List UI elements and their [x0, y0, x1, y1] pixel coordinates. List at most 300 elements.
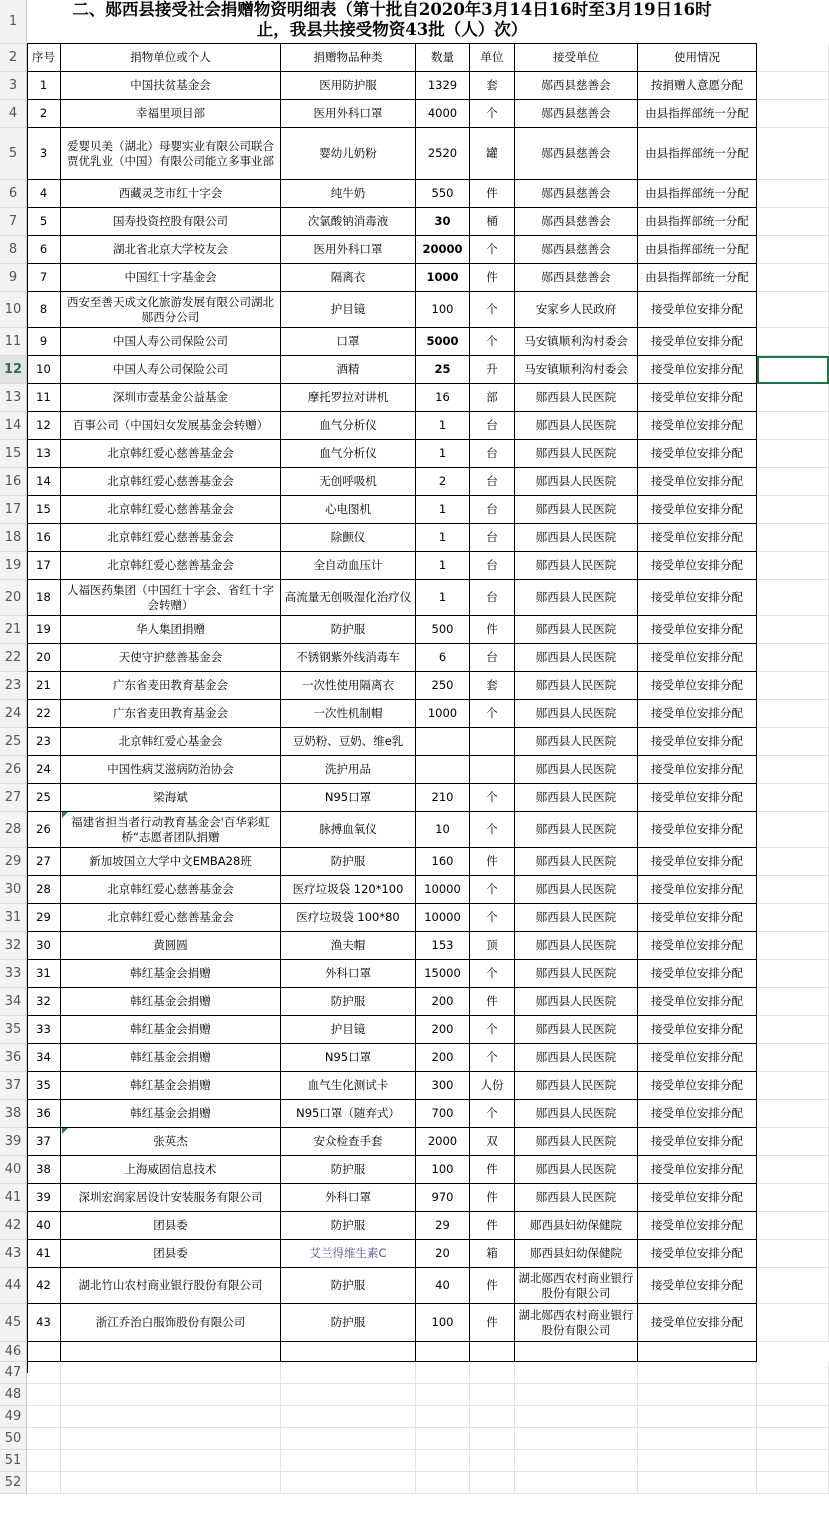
table-cell[interactable]: 次氯酸钠消毒液 [281, 208, 416, 236]
table-cell[interactable]: 中国扶贫基金会 [61, 72, 281, 100]
table-cell[interactable]: 防护服 [281, 616, 416, 644]
empty-cell[interactable] [757, 1428, 829, 1450]
empty-cell[interactable] [757, 1384, 829, 1406]
empty-cell[interactable] [757, 128, 829, 180]
table-cell[interactable]: 纯牛奶 [281, 180, 416, 208]
table-cell[interactable]: 22 [27, 700, 61, 728]
table-cell[interactable]: 36 [27, 1100, 61, 1128]
table-cell[interactable]: 马安镇顺利沟村委会 [515, 356, 638, 384]
table-cell[interactable]: 7 [27, 264, 61, 292]
row-number[interactable]: 15 [0, 440, 27, 468]
table-cell[interactable]: 郧西县人民医院 [515, 812, 638, 848]
table-cell[interactable]: 1 [416, 580, 470, 616]
table-cell[interactable]: 桶 [470, 208, 515, 236]
table-cell[interactable]: 一次性机制帽 [281, 700, 416, 728]
empty-cell[interactable] [757, 1184, 829, 1212]
empty-cell[interactable] [515, 1428, 638, 1450]
table-cell[interactable]: 2 [27, 100, 61, 128]
table-cell[interactable]: 高流量无创吸湿化治疗仪 [281, 580, 416, 616]
table-cell[interactable]: 1000 [416, 264, 470, 292]
empty-cell[interactable] [281, 1362, 416, 1384]
table-cell[interactable]: 个 [470, 784, 515, 812]
table-cell[interactable]: 12 [27, 412, 61, 440]
table-cell[interactable]: 38 [27, 1156, 61, 1184]
empty-cell[interactable] [638, 1472, 757, 1494]
empty-cell[interactable] [61, 1342, 281, 1362]
table-cell[interactable]: 接受单位安排分配 [638, 616, 757, 644]
table-cell[interactable]: 韩红基金会捐赠 [61, 960, 281, 988]
table-cell[interactable]: 广东省麦田教育基金会 [61, 700, 281, 728]
empty-cell[interactable] [416, 1384, 470, 1406]
table-cell[interactable]: 40 [27, 1212, 61, 1240]
table-cell[interactable]: 接受单位安排分配 [638, 988, 757, 1016]
table-cell[interactable]: 西藏灵芝市红十字会 [61, 180, 281, 208]
table-cell[interactable]: 接受单位安排分配 [638, 356, 757, 384]
table-cell[interactable]: 接受单位安排分配 [638, 1156, 757, 1184]
table-cell[interactable]: 心电图机 [281, 496, 416, 524]
table-cell[interactable]: 广东省麦田教育基金会 [61, 672, 281, 700]
empty-cell[interactable] [61, 1472, 281, 1494]
empty-cell[interactable] [757, 496, 829, 524]
empty-cell[interactable] [757, 700, 829, 728]
table-cell[interactable]: 浙江乔治白服饰股份有限公司 [61, 1304, 281, 1342]
table-cell[interactable]: 护目镜 [281, 292, 416, 328]
table-cell[interactable]: 8 [27, 292, 61, 328]
empty-cell[interactable] [470, 1342, 515, 1362]
table-cell[interactable]: 1 [416, 496, 470, 524]
table-cell[interactable]: 件 [470, 264, 515, 292]
table-cell[interactable]: 1329 [416, 72, 470, 100]
table-cell[interactable]: 25 [416, 356, 470, 384]
table-cell[interactable]: 1 [416, 552, 470, 580]
empty-cell[interactable] [757, 1406, 829, 1428]
table-cell[interactable]: 11 [27, 384, 61, 412]
table-cell[interactable]: 24 [27, 756, 61, 784]
table-cell[interactable]: 5000 [416, 328, 470, 356]
empty-cell[interactable] [757, 728, 829, 756]
table-cell[interactable]: 接受单位安排分配 [638, 468, 757, 496]
table-cell[interactable]: 福建省担当者行动教育基金会'百华彩虹桥“志愿者团队捐赠 [61, 812, 281, 848]
table-cell[interactable]: 34 [27, 1044, 61, 1072]
row-number[interactable]: 33 [0, 960, 27, 988]
table-cell[interactable]: 32 [27, 988, 61, 1016]
empty-cell[interactable] [757, 44, 829, 72]
empty-cell[interactable] [757, 644, 829, 672]
table-cell[interactable]: 件 [470, 848, 515, 876]
table-cell[interactable]: 血气生化测试卡 [281, 1072, 416, 1100]
empty-cell[interactable] [757, 876, 829, 904]
table-cell[interactable]: 27 [27, 848, 61, 876]
table-cell[interactable]: 台 [470, 412, 515, 440]
table-cell[interactable]: 4 [27, 180, 61, 208]
empty-cell[interactable] [416, 1406, 470, 1428]
table-cell[interactable]: 医用防护服 [281, 72, 416, 100]
empty-cell[interactable] [757, 1212, 829, 1240]
table-cell[interactable]: 100 [416, 292, 470, 328]
empty-cell[interactable] [416, 1472, 470, 1494]
table-cell[interactable]: 郧西县人民医院 [515, 932, 638, 960]
table-cell[interactable]: 100 [416, 1304, 470, 1342]
empty-cell[interactable] [757, 440, 829, 468]
table-cell[interactable]: 无创呼吸机 [281, 468, 416, 496]
table-cell[interactable]: 中国性病艾滋病防治协会 [61, 756, 281, 784]
table-cell[interactable]: 张英杰 [61, 1128, 281, 1156]
table-cell[interactable]: 970 [416, 1184, 470, 1212]
table-cell[interactable]: 接受单位安排分配 [638, 1184, 757, 1212]
table-cell[interactable]: 20 [416, 1240, 470, 1268]
table-cell[interactable]: 件 [470, 1212, 515, 1240]
table-cell[interactable]: 25 [27, 784, 61, 812]
row-number[interactable]: 6 [0, 180, 27, 208]
empty-cell[interactable] [757, 812, 829, 848]
table-cell[interactable]: 郧西县人民医院 [515, 468, 638, 496]
table-cell[interactable]: 件 [470, 1268, 515, 1304]
table-cell[interactable]: 郧西县人民医院 [515, 1184, 638, 1212]
table-cell[interactable]: 脉搏血氧仪 [281, 812, 416, 848]
column-header[interactable]: 接受单位 [515, 44, 638, 72]
row-number[interactable]: 10 [0, 292, 27, 328]
table-cell[interactable]: 台 [470, 644, 515, 672]
column-header[interactable]: 序号 [27, 44, 61, 72]
table-cell[interactable] [416, 756, 470, 784]
table-cell[interactable]: 不锈钢紫外线消毒车 [281, 644, 416, 672]
table-cell[interactable]: 接受单位安排分配 [638, 644, 757, 672]
table-cell[interactable]: 接受单位安排分配 [638, 1044, 757, 1072]
table-cell[interactable]: 郧西县慈善会 [515, 72, 638, 100]
row-number[interactable]: 29 [0, 848, 27, 876]
table-cell[interactable]: 个 [470, 292, 515, 328]
row-number[interactable]: 47 [0, 1362, 27, 1384]
table-cell[interactable]: 隔离衣 [281, 264, 416, 292]
empty-cell[interactable] [757, 524, 829, 552]
table-cell[interactable]: 套 [470, 672, 515, 700]
table-cell[interactable]: 血气分析仪 [281, 412, 416, 440]
empty-cell[interactable] [638, 1362, 757, 1384]
row-number[interactable]: 17 [0, 496, 27, 524]
table-cell[interactable]: 郧西县人民医院 [515, 960, 638, 988]
table-cell[interactable]: 按捐赠人意愿分配 [638, 72, 757, 100]
empty-cell[interactable] [757, 1240, 829, 1268]
empty-cell[interactable] [757, 1100, 829, 1128]
table-cell[interactable]: 防护服 [281, 1304, 416, 1342]
table-cell[interactable]: 郧西县人民医院 [515, 412, 638, 440]
row-number[interactable]: 35 [0, 1016, 27, 1044]
table-cell[interactable]: 6 [27, 236, 61, 264]
table-cell[interactable] [416, 728, 470, 756]
table-cell[interactable]: 200 [416, 988, 470, 1016]
empty-cell[interactable] [416, 1362, 470, 1384]
table-cell[interactable]: 42 [27, 1268, 61, 1304]
column-header[interactable]: 捐物单位或个人 [61, 44, 281, 72]
table-cell[interactable]: 接受单位安排分配 [638, 328, 757, 356]
empty-cell[interactable] [515, 1472, 638, 1494]
table-cell[interactable]: 21 [27, 672, 61, 700]
empty-cell[interactable] [61, 1428, 281, 1450]
row-number[interactable]: 22 [0, 644, 27, 672]
column-header[interactable]: 单位 [470, 44, 515, 72]
row-number[interactable]: 7 [0, 208, 27, 236]
empty-cell[interactable] [470, 1384, 515, 1406]
table-cell[interactable]: 郧西县慈善会 [515, 264, 638, 292]
table-cell[interactable]: 一次性使用隔离衣 [281, 672, 416, 700]
row-number[interactable]: 49 [0, 1406, 27, 1428]
table-cell[interactable]: 湖北省北京大学校友会 [61, 236, 281, 264]
table-cell[interactable]: 由县指挥部统一分配 [638, 264, 757, 292]
column-header[interactable]: 数量 [416, 44, 470, 72]
empty-cell[interactable] [281, 1450, 416, 1472]
row-number[interactable]: 4 [0, 100, 27, 128]
row-number[interactable]: 38 [0, 1100, 27, 1128]
table-cell[interactable]: 23 [27, 728, 61, 756]
table-cell[interactable]: 接受单位安排分配 [638, 756, 757, 784]
empty-cell[interactable] [757, 180, 829, 208]
empty-cell[interactable] [27, 1406, 61, 1428]
empty-cell[interactable] [757, 412, 829, 440]
table-cell[interactable]: 医疗垃圾袋 100*80 [281, 904, 416, 932]
table-cell[interactable]: 10 [416, 812, 470, 848]
table-cell[interactable]: 接受单位安排分配 [638, 1268, 757, 1304]
table-cell[interactable]: 团县委 [61, 1212, 281, 1240]
table-cell[interactable]: 个 [470, 812, 515, 848]
empty-cell[interactable] [757, 1268, 829, 1304]
table-cell[interactable]: 北京韩红爱心慈善基金会 [61, 440, 281, 468]
empty-cell[interactable] [638, 1342, 757, 1362]
table-cell[interactable]: 罐 [470, 128, 515, 180]
table-cell[interactable]: 台 [470, 524, 515, 552]
row-number[interactable]: 21 [0, 616, 27, 644]
table-cell[interactable]: 深圳宏润家居设计安装服务有限公司 [61, 1184, 281, 1212]
empty-cell[interactable] [757, 616, 829, 644]
empty-cell[interactable] [757, 672, 829, 700]
row-number[interactable]: 51 [0, 1450, 27, 1472]
table-cell[interactable]: 4000 [416, 100, 470, 128]
table-cell[interactable]: 安家乡人民政府 [515, 292, 638, 328]
table-cell[interactable]: 安众检查手套 [281, 1128, 416, 1156]
table-cell[interactable]: 台 [470, 468, 515, 496]
empty-cell[interactable] [757, 552, 829, 580]
table-cell[interactable]: 20000 [416, 236, 470, 264]
table-cell[interactable]: 550 [416, 180, 470, 208]
table-cell[interactable]: 全自动血压计 [281, 552, 416, 580]
row-number[interactable]: 32 [0, 932, 27, 960]
empty-cell[interactable] [757, 1128, 829, 1156]
table-cell[interactable]: 接受单位安排分配 [638, 1128, 757, 1156]
table-cell[interactable]: 1 [416, 524, 470, 552]
table-cell[interactable]: 接受单位安排分配 [638, 904, 757, 932]
table-cell[interactable]: 天使守护慈善基金会 [61, 644, 281, 672]
table-cell[interactable]: 2520 [416, 128, 470, 180]
table-cell[interactable]: 郧西县人民医院 [515, 728, 638, 756]
empty-cell[interactable] [515, 1342, 638, 1362]
table-cell[interactable]: 韩红基金会捐赠 [61, 988, 281, 1016]
table-cell[interactable]: 团县委 [61, 1240, 281, 1268]
table-cell[interactable]: 个 [470, 876, 515, 904]
table-cell[interactable]: 套 [470, 72, 515, 100]
table-cell[interactable]: 郧西县人民医院 [515, 784, 638, 812]
column-header[interactable]: 捐赠物品种类 [281, 44, 416, 72]
table-cell[interactable]: 接受单位安排分配 [638, 496, 757, 524]
table-cell[interactable]: 17 [27, 552, 61, 580]
table-cell[interactable]: 接受单位安排分配 [638, 812, 757, 848]
table-cell[interactable]: 郧西县人民医院 [515, 1100, 638, 1128]
empty-cell[interactable] [757, 988, 829, 1016]
table-cell[interactable]: 29 [27, 904, 61, 932]
table-cell[interactable]: 郧西县慈善会 [515, 236, 638, 264]
table-cell[interactable]: 百事公司（中国妇女发展基金会转赠） [61, 412, 281, 440]
table-cell[interactable]: 爱婴贝美（湖北）母婴实业有限公司联合贾优乳业（中国）有限公司能立多事业部 [61, 128, 281, 180]
empty-cell[interactable] [757, 1472, 829, 1494]
row-number[interactable]: 2 [0, 44, 27, 72]
table-cell[interactable]: 1 [27, 72, 61, 100]
table-cell[interactable]: 件 [470, 1184, 515, 1212]
table-cell[interactable]: 30 [416, 208, 470, 236]
table-cell[interactable]: 19 [27, 616, 61, 644]
table-cell[interactable]: 韩红基金会捐赠 [61, 1044, 281, 1072]
row-number[interactable]: 20 [0, 580, 27, 616]
table-cell[interactable]: 件 [470, 988, 515, 1016]
empty-cell[interactable] [757, 1016, 829, 1044]
row-number[interactable]: 27 [0, 784, 27, 812]
table-cell[interactable]: 郧西县人民医院 [515, 1016, 638, 1044]
table-cell[interactable]: 血气分析仪 [281, 440, 416, 468]
table-cell[interactable]: 接受单位安排分配 [638, 700, 757, 728]
table-cell[interactable]: 接受单位安排分配 [638, 784, 757, 812]
table-cell[interactable]: 接受单位安排分配 [638, 1240, 757, 1268]
row-number[interactable]: 41 [0, 1184, 27, 1212]
table-cell[interactable]: 35 [27, 1072, 61, 1100]
table-cell[interactable]: 护目镜 [281, 1016, 416, 1044]
table-cell[interactable]: 10000 [416, 876, 470, 904]
empty-cell[interactable] [61, 1450, 281, 1472]
table-cell[interactable]: 个 [470, 100, 515, 128]
table-cell[interactable]: 15 [27, 496, 61, 524]
table-cell[interactable]: 个 [470, 236, 515, 264]
table-cell[interactable] [470, 728, 515, 756]
table-cell[interactable]: 中国人寿公司保险公司 [61, 328, 281, 356]
empty-cell[interactable] [638, 1450, 757, 1472]
row-number[interactable]: 37 [0, 1072, 27, 1100]
selected-cell[interactable] [757, 356, 829, 384]
table-cell[interactable]: 豆奶粉、豆奶、维e乳 [281, 728, 416, 756]
table-cell[interactable]: 个 [470, 904, 515, 932]
table-cell[interactable]: 北京韩红爱心慈善基金会 [61, 876, 281, 904]
empty-cell[interactable] [638, 1428, 757, 1450]
empty-cell[interactable] [27, 1428, 61, 1450]
row-number[interactable]: 40 [0, 1156, 27, 1184]
table-cell[interactable]: 18 [27, 580, 61, 616]
table-cell[interactable]: 防护服 [281, 1268, 416, 1304]
table-cell[interactable]: 郧西县人民医院 [515, 904, 638, 932]
table-cell[interactable]: 300 [416, 1072, 470, 1100]
table-cell[interactable]: 西安至善天成文化旅游发展有限公司湖北郧西分公司 [61, 292, 281, 328]
table-cell[interactable]: 16 [27, 524, 61, 552]
empty-cell[interactable] [470, 1362, 515, 1384]
table-cell[interactable]: 20 [27, 644, 61, 672]
empty-cell[interactable] [281, 1472, 416, 1494]
table-cell[interactable]: 郧西县人民医院 [515, 756, 638, 784]
table-cell[interactable]: 个 [470, 1044, 515, 1072]
table-cell[interactable]: 接受单位安排分配 [638, 440, 757, 468]
table-cell[interactable]: 防护服 [281, 1156, 416, 1184]
table-cell[interactable]: 郧西县慈善会 [515, 180, 638, 208]
empty-cell[interactable] [27, 1342, 61, 1362]
empty-cell[interactable] [27, 1362, 61, 1384]
row-number[interactable]: 48 [0, 1384, 27, 1406]
empty-cell[interactable] [470, 1450, 515, 1472]
row-number[interactable]: 12 [0, 356, 27, 384]
row-number[interactable]: 23 [0, 672, 27, 700]
table-cell[interactable]: 渔夫帽 [281, 932, 416, 960]
empty-cell[interactable] [470, 1406, 515, 1428]
table-cell[interactable]: 10000 [416, 904, 470, 932]
table-cell[interactable]: 10 [27, 356, 61, 384]
table-cell[interactable]: 500 [416, 616, 470, 644]
table-cell[interactable]: 郧西县人民医院 [515, 384, 638, 412]
table-cell[interactable]: 200 [416, 1044, 470, 1072]
table-cell[interactable]: 人份 [470, 1072, 515, 1100]
table-cell[interactable]: 黄圆圆 [61, 932, 281, 960]
table-cell[interactable]: 北京韩红爱心慈善基金会 [61, 468, 281, 496]
table-cell[interactable]: 郧西县人民医院 [515, 616, 638, 644]
table-cell[interactable]: 1 [416, 412, 470, 440]
empty-cell[interactable] [757, 904, 829, 932]
row-number[interactable]: 14 [0, 412, 27, 440]
row-number[interactable]: 26 [0, 756, 27, 784]
table-cell[interactable]: 洗护用品 [281, 756, 416, 784]
table-cell[interactable]: 郧西县人民医院 [515, 988, 638, 1016]
table-cell[interactable]: 郧西县慈善会 [515, 128, 638, 180]
table-cell[interactable]: 顶 [470, 932, 515, 960]
empty-cell[interactable] [638, 1384, 757, 1406]
empty-cell[interactable] [757, 848, 829, 876]
table-cell[interactable]: 华人集团捐赠 [61, 616, 281, 644]
table-cell[interactable]: 个 [470, 1100, 515, 1128]
table-cell[interactable]: 28 [27, 876, 61, 904]
empty-cell[interactable] [281, 1342, 416, 1362]
table-cell[interactable]: 33 [27, 1016, 61, 1044]
empty-cell[interactable] [757, 580, 829, 616]
table-cell[interactable]: 马安镇顺利沟村委会 [515, 328, 638, 356]
row-number[interactable]: 3 [0, 72, 27, 100]
table-cell[interactable]: 1000 [416, 700, 470, 728]
table-cell[interactable]: 由县指挥部统一分配 [638, 180, 757, 208]
table-cell[interactable]: 接受单位安排分配 [638, 552, 757, 580]
table-cell[interactable]: 湖北郧西农村商业银行股份有限公司 [515, 1304, 638, 1342]
table-cell[interactable]: 接受单位安排分配 [638, 412, 757, 440]
table-cell[interactable]: 医用外科口罩 [281, 100, 416, 128]
table-cell[interactable]: 1 [416, 440, 470, 468]
row-number[interactable]: 52 [0, 1472, 27, 1494]
empty-cell[interactable] [757, 1450, 829, 1472]
table-cell[interactable]: 郧西县人民医院 [515, 876, 638, 904]
table-cell[interactable]: 郧西县慈善会 [515, 208, 638, 236]
table-cell[interactable]: 29 [416, 1212, 470, 1240]
empty-cell[interactable] [757, 784, 829, 812]
row-number[interactable]: 11 [0, 328, 27, 356]
table-cell[interactable]: 5 [27, 208, 61, 236]
table-cell[interactable]: 郧西县人民医院 [515, 848, 638, 876]
empty-cell[interactable] [757, 932, 829, 960]
table-cell[interactable]: 北京韩红爱心慈善基金会 [61, 904, 281, 932]
table-cell[interactable]: 深圳市壹基金公益基金 [61, 384, 281, 412]
table-cell[interactable]: N95口罩 [281, 784, 416, 812]
table-cell[interactable]: 郧西县人民医院 [515, 496, 638, 524]
table-cell[interactable]: 3 [27, 128, 61, 180]
table-cell[interactable]: 接受单位安排分配 [638, 1072, 757, 1100]
table-cell[interactable]: 除颤仪 [281, 524, 416, 552]
table-cell[interactable]: 接受单位安排分配 [638, 728, 757, 756]
empty-cell[interactable] [416, 1450, 470, 1472]
